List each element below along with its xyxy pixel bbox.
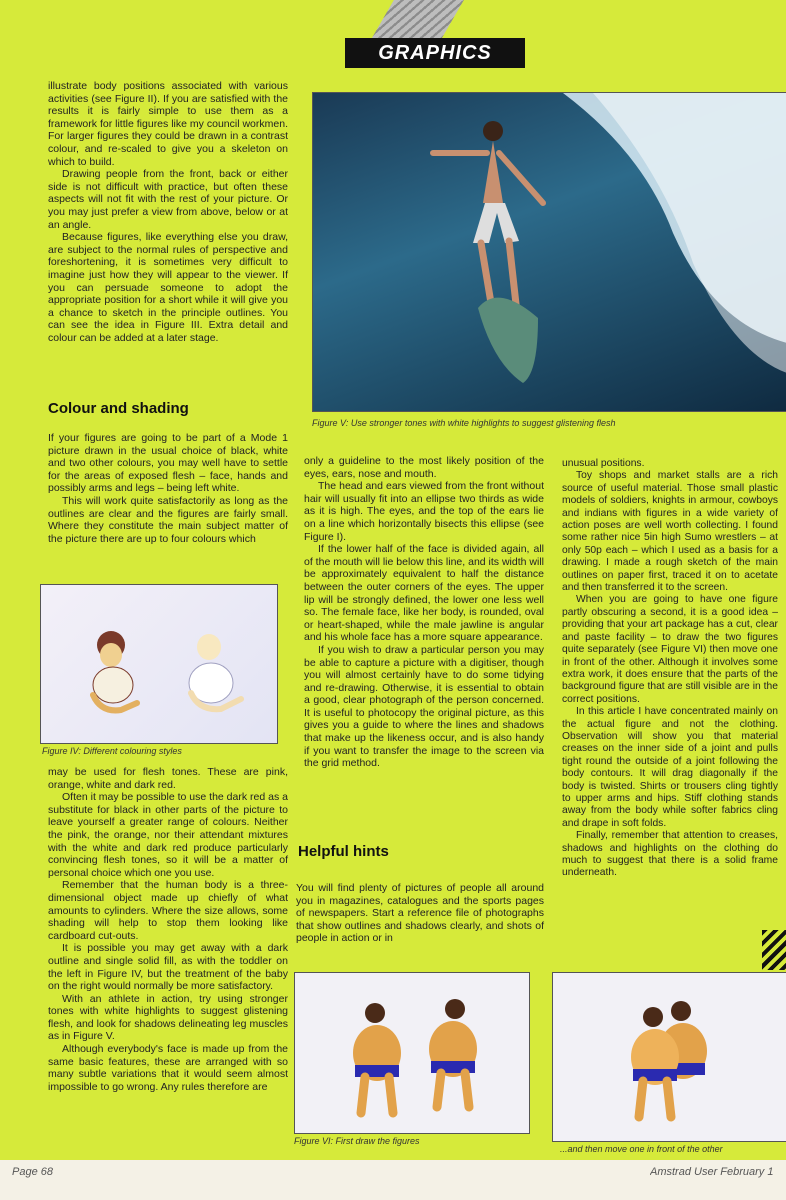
column-3-text xyxy=(562,458,778,880)
paragraph: Often it may be possible to use the dark red as a substitute for black in other parts of the picture to leave yourself a greater range of colours. Neither the pink, the orange, nor their attendant mixtures with the white and dark red produce particularly convincing flesh tones, so it will be a matter of personal choice which one you use. xyxy=(48,791,288,879)
column-2-hints xyxy=(296,882,544,945)
paragraph: You will find plenty of pictures of people all around you in magazines, catalogues and the sports pages of newspapers. Start a reference file of photographs that show outlines and shadows clearly, and shots of people in action or in xyxy=(296,882,544,945)
paragraph: Toy shops and market stalls are a rich source of useful material. Those small plastic models of soldiers, knights in armour, cowboys and indians with figures in a wide variety of action poses are well worth collecting. I found some rather nice 5in high Sumo wrestlers – at only 50p each – which I used as a basis for a drawing. I made a rough sketch of the main outlines on paper first, traced it on to acetate and then transferred it to the screen. xyxy=(562,470,778,594)
surfer-figure-icon xyxy=(433,121,543,313)
paragraph: Finally, remember that attention to creases, shadows and highlights on the clothing do much to suggest that there is a solid frame underneath. xyxy=(562,830,778,879)
figure-6b-caption: ...and then move one in front of the other xyxy=(560,1144,723,1154)
paragraph: If your figures are going to be part of a Mode 1 picture drawn in the usual choice of black, white and two other colours, you may well have to settle for the areas of exposed flesh – face, hands and possibly arms and legs – being left white. xyxy=(48,432,288,495)
paragraph: illustrate body positions associated with various activities (see Figure II). If you are satisfied with the results it is fairly simple to use them as a framework for little figures like my council workmen. For larger figures they could be drawn in a contrast colour, and re-scaled to give you a skeleton on which to build. xyxy=(48,80,288,168)
section-header: GRAPHICS xyxy=(345,38,525,68)
figure-6b-image xyxy=(552,972,786,1142)
column-1-top xyxy=(48,80,288,344)
paragraph: only a guideline to the most likely position of the eyes, ears, nose and mouth. xyxy=(304,455,544,480)
figure-6a-image xyxy=(294,972,530,1134)
paragraph: unusual positions. xyxy=(562,458,645,469)
paragraph: With an athlete in action, try using stronger tones with white highlights to suggest glistening flesh, and look for shadows delineating leg muscles as in Figure V. xyxy=(48,992,288,1043)
heading-helpful-hints: Helpful hints xyxy=(298,843,389,860)
figure-5-caption: Figure V: Use stronger tones with white highlights to suggest glistening flesh xyxy=(312,418,616,428)
paragraph: Drawing people from the front, back or either side is not difficult with practice, but often these aspects will not fit with the rest of your picture. Or you may just prefer a view from above, below or at an angle. xyxy=(48,168,288,231)
figure-5-illustration xyxy=(313,93,786,411)
paragraph: If the lower half of the face is divided again, all of the mouth will lie below this line, and its width will be approximately equivalent to half the distance between the outer corners of the eyes. The upper lip will be strongly defined, the lower one less well so. The female face, like her body, is rounded, oval or heart-shaped, while the male jawline is angular and his whole face has a more square appearance. xyxy=(304,543,544,644)
paragraph: Although everybody's face is made up from the same basic features, these are arranged with so many subtle variations that it would seem almost impossible to go wrong. Any rules therefore are xyxy=(48,1043,288,1093)
page-number: Page 68 xyxy=(12,1166,53,1178)
figure-4-illustration xyxy=(41,585,277,743)
paragraph: The head and ears viewed from the front without hair will usually fit into an ellipse two thirds as wide as it is high. The eyes, and the top of the ears lie on a line which horizontally bisects this ellipse (see Figure I). xyxy=(304,480,544,543)
paragraph: In this article I have concentrated mainly on the actual figure and not the clothing. Observation will show you that material creases on the inner side of a joint and pulls tight round the outside of a joint following the body contours. It will drag diagonally if the body is twisted. Shirts or trousers cling tightly to upper arms and hips. Stiff clothing stands away from the body while softer fabrics cling and drape in soft folds. xyxy=(562,706,778,829)
paragraph: When you are going to have one figure partly obscuring a second, it is a good idea – providing that your art package has a cut, clear and paste facility – to draw the two figures quite separately (see Figure VI) then move one in front of the other. Although it involves some extra work, it does ensure that the parts of the background figure that are still visible are in the correct positions. xyxy=(562,594,778,705)
figure-6a-illustration xyxy=(295,973,529,1133)
sumo-wrestler-left-icon xyxy=(353,1003,401,1113)
column-1-bottom xyxy=(48,766,288,1093)
column-1-colour xyxy=(48,432,288,545)
paragraph: Because figures, like everything else you draw, are subject to the normal rules of perspective and foreshortening, it is sometimes very difficult to imagine just how they will appear to the viewer. If you can persuade someone to adopt the appropriate position for a short while it will give you a chance to sketch in the principle outlines. You can see the idea in Figure III. Extra detail and colour can be added at a later stage. xyxy=(48,231,288,344)
surfboard-icon xyxy=(478,298,538,383)
sumo-wrestler-front-icon xyxy=(631,1007,679,1117)
barcode-decoration xyxy=(762,930,786,970)
paragraph: It is possible you may get away with a dark outline and single solid fill, as with the toddler on the left in Figure IV, but the treatment of the baby on the right would normally be more satisfactory. xyxy=(48,942,288,993)
figure-6a-caption: Figure VI: First draw the figures xyxy=(294,1136,420,1146)
figure-4-caption: Figure IV: Different colouring styles xyxy=(42,746,182,756)
heading-colour-and-shading: Colour and shading xyxy=(48,400,189,417)
paragraph: may be used for flesh tones. These are pink, orange, white and dark red. xyxy=(48,766,288,791)
sumo-wrestler-right-icon xyxy=(429,999,477,1107)
paragraph: If you wish to draw a particular person you may be able to capture a picture with a digitiser, though you will almost certainly have to do some tidying and re-drawing. Otherwise, it is essential to obtain a good, clear photograph of the person concerned. It is useful to photocopy the original picture, as this gives you a guide to where the lines and shadows that make up the likeness occur, and is also handy if you want to transfer the image to the screen via the grid method. xyxy=(304,643,544,770)
magazine-issue: Amstrad User February 1 xyxy=(650,1166,774,1178)
figure-5-image xyxy=(312,92,786,412)
figure-4-image xyxy=(40,584,278,744)
baby-figure-icon xyxy=(189,634,241,709)
figure-6b-illustration xyxy=(553,973,786,1141)
column-2-text xyxy=(304,455,544,770)
paragraph: Remember that the human body is a three-dimensional object made up chiefly of what amounts to cylinders. Where the size allows, some shading will help to stop them looking like cardboard cut-outs. xyxy=(48,879,288,942)
paragraph: This will work quite satisfactorily as long as the outlines are clear and the figures are fairly small. Where they constitute the main subject matter of the picture there are up to four colours which xyxy=(48,494,288,545)
toddler-figure-icon xyxy=(93,631,137,710)
